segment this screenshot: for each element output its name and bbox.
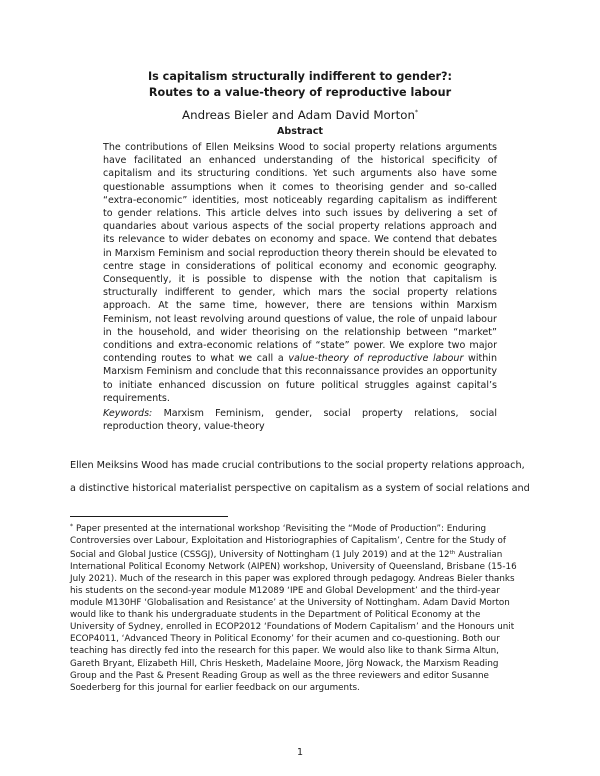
abstract-text-part-2: within Marxism Feminism and conclude that this reconnaissance provides an opportunity to initiate enhanced discussion on future political struggles against capital’s requirements. xyxy=(103,353,497,404)
title-line-1: Is capitalism structurally indifferent to gender?: xyxy=(147,70,453,83)
footnote-superscript: th xyxy=(449,550,456,557)
title-line-2: Routes to a value-theory of reproductive labour xyxy=(148,86,452,99)
footnote-text-part-2: Australian International Political Economy Network (AIPEN) workshop, University of Queensland, Brisbane (15-16 July 2021). Much of the research in this paper was explored through pedagogy. Andreas Bieler thanks his students on the second-year module M12089 ‘IPE and Global Development’ and the third-year module M130HF ‘Globalisation and Resistance’ at the University of Nottingham. Adam David Morton would like to thank his undergraduate students in the Department of Political Economy at the University of Sydney, enrolled in ECOP2012 ‘Foundations of Modern Capitalism’ and the Honours unit ECOP4011, ‘Advanced Theory in Political Economy’ for their acumen and co-questioning. Both our teaching has directly fed into the research for this paper. We would also like to thank Sirma Altun, Gareth Bryant, Elizabeth Hill, Chris Hesketh, Madelaine Moore, Jörg Nowack, the Marxism Reading Group and the Past & Present Reading Group as well as the three reviewers and editor Susanne Soederberg for this journal for earlier feedback on our arguments. xyxy=(70,550,517,693)
keywords xyxy=(103,407,497,433)
author-names: Andreas Bieler and Adam David Morton xyxy=(182,108,415,122)
body-line-1: Ellen Meiksins Wood has made crucial contributions to the social property relations approach, xyxy=(70,460,525,471)
footnote-text-part-1: Paper presented at the international workshop ‘Revisiting the “Mode of Production”: Enduring Controversies over Labour, Exploitation and Historiographies of Capitalism’, Centre for the Study of Social and Global Justice (CSSGJ), University of Nottingham (1 July 2019) and at the 12 xyxy=(70,524,506,561)
footnote xyxy=(70,521,522,694)
author-line xyxy=(0,105,600,123)
keywords-label: Keywords: xyxy=(103,408,153,419)
footnote-separator xyxy=(70,516,228,517)
abstract-italic-term: value-theory of reproductive labour xyxy=(288,353,464,365)
paper-title xyxy=(0,69,600,101)
author-footnote-marker: * xyxy=(414,109,418,116)
abstract-heading: Abstract xyxy=(276,126,324,137)
page-number: 1 xyxy=(296,747,304,758)
footnote-marker: * xyxy=(70,523,73,530)
abstract-text xyxy=(103,141,497,405)
abstract-text-part-1: The contributions of Ellen Meiksins Wood to social property relations arguments have facilitated an enhanced understanding of the historical specificity of capitalism and its structuring conditions. Yet such arguments also have some questionable assumptions when it comes to theorising gender and so-called “extra-economic” identities, most noticeably regarding capitalism as indifferent to gender relations. This article delves into such issues by delivering a set of quandaries about various aspects of the social property relations approach and its relevance to wider debates on economy and space. We contend that debates in Marxism Feminism and social reproduction theory therein should be elevated to centre stage in considerations of political economy and economic geography. Consequently, it is possible to dispense with the notion that capitalism is structurally indifferent to gender, which mars the social property relations approach. At the same time, however, there are tensions within Marxism Feminism, not least revolving around questions of value, the role of unpaid labour in the household, and wider theorising on the relationship between “market” conditions and extra-economic relations of “state” power. We explore two major contending routes to what we call a xyxy=(103,142,497,365)
body-line-2: a distinctive historical materialist perspective on capitalism as a system of social relations and xyxy=(70,483,530,494)
keywords-list: Marxism Feminism, gender, social property relations, social reproduction theory, value-theory xyxy=(103,408,497,433)
